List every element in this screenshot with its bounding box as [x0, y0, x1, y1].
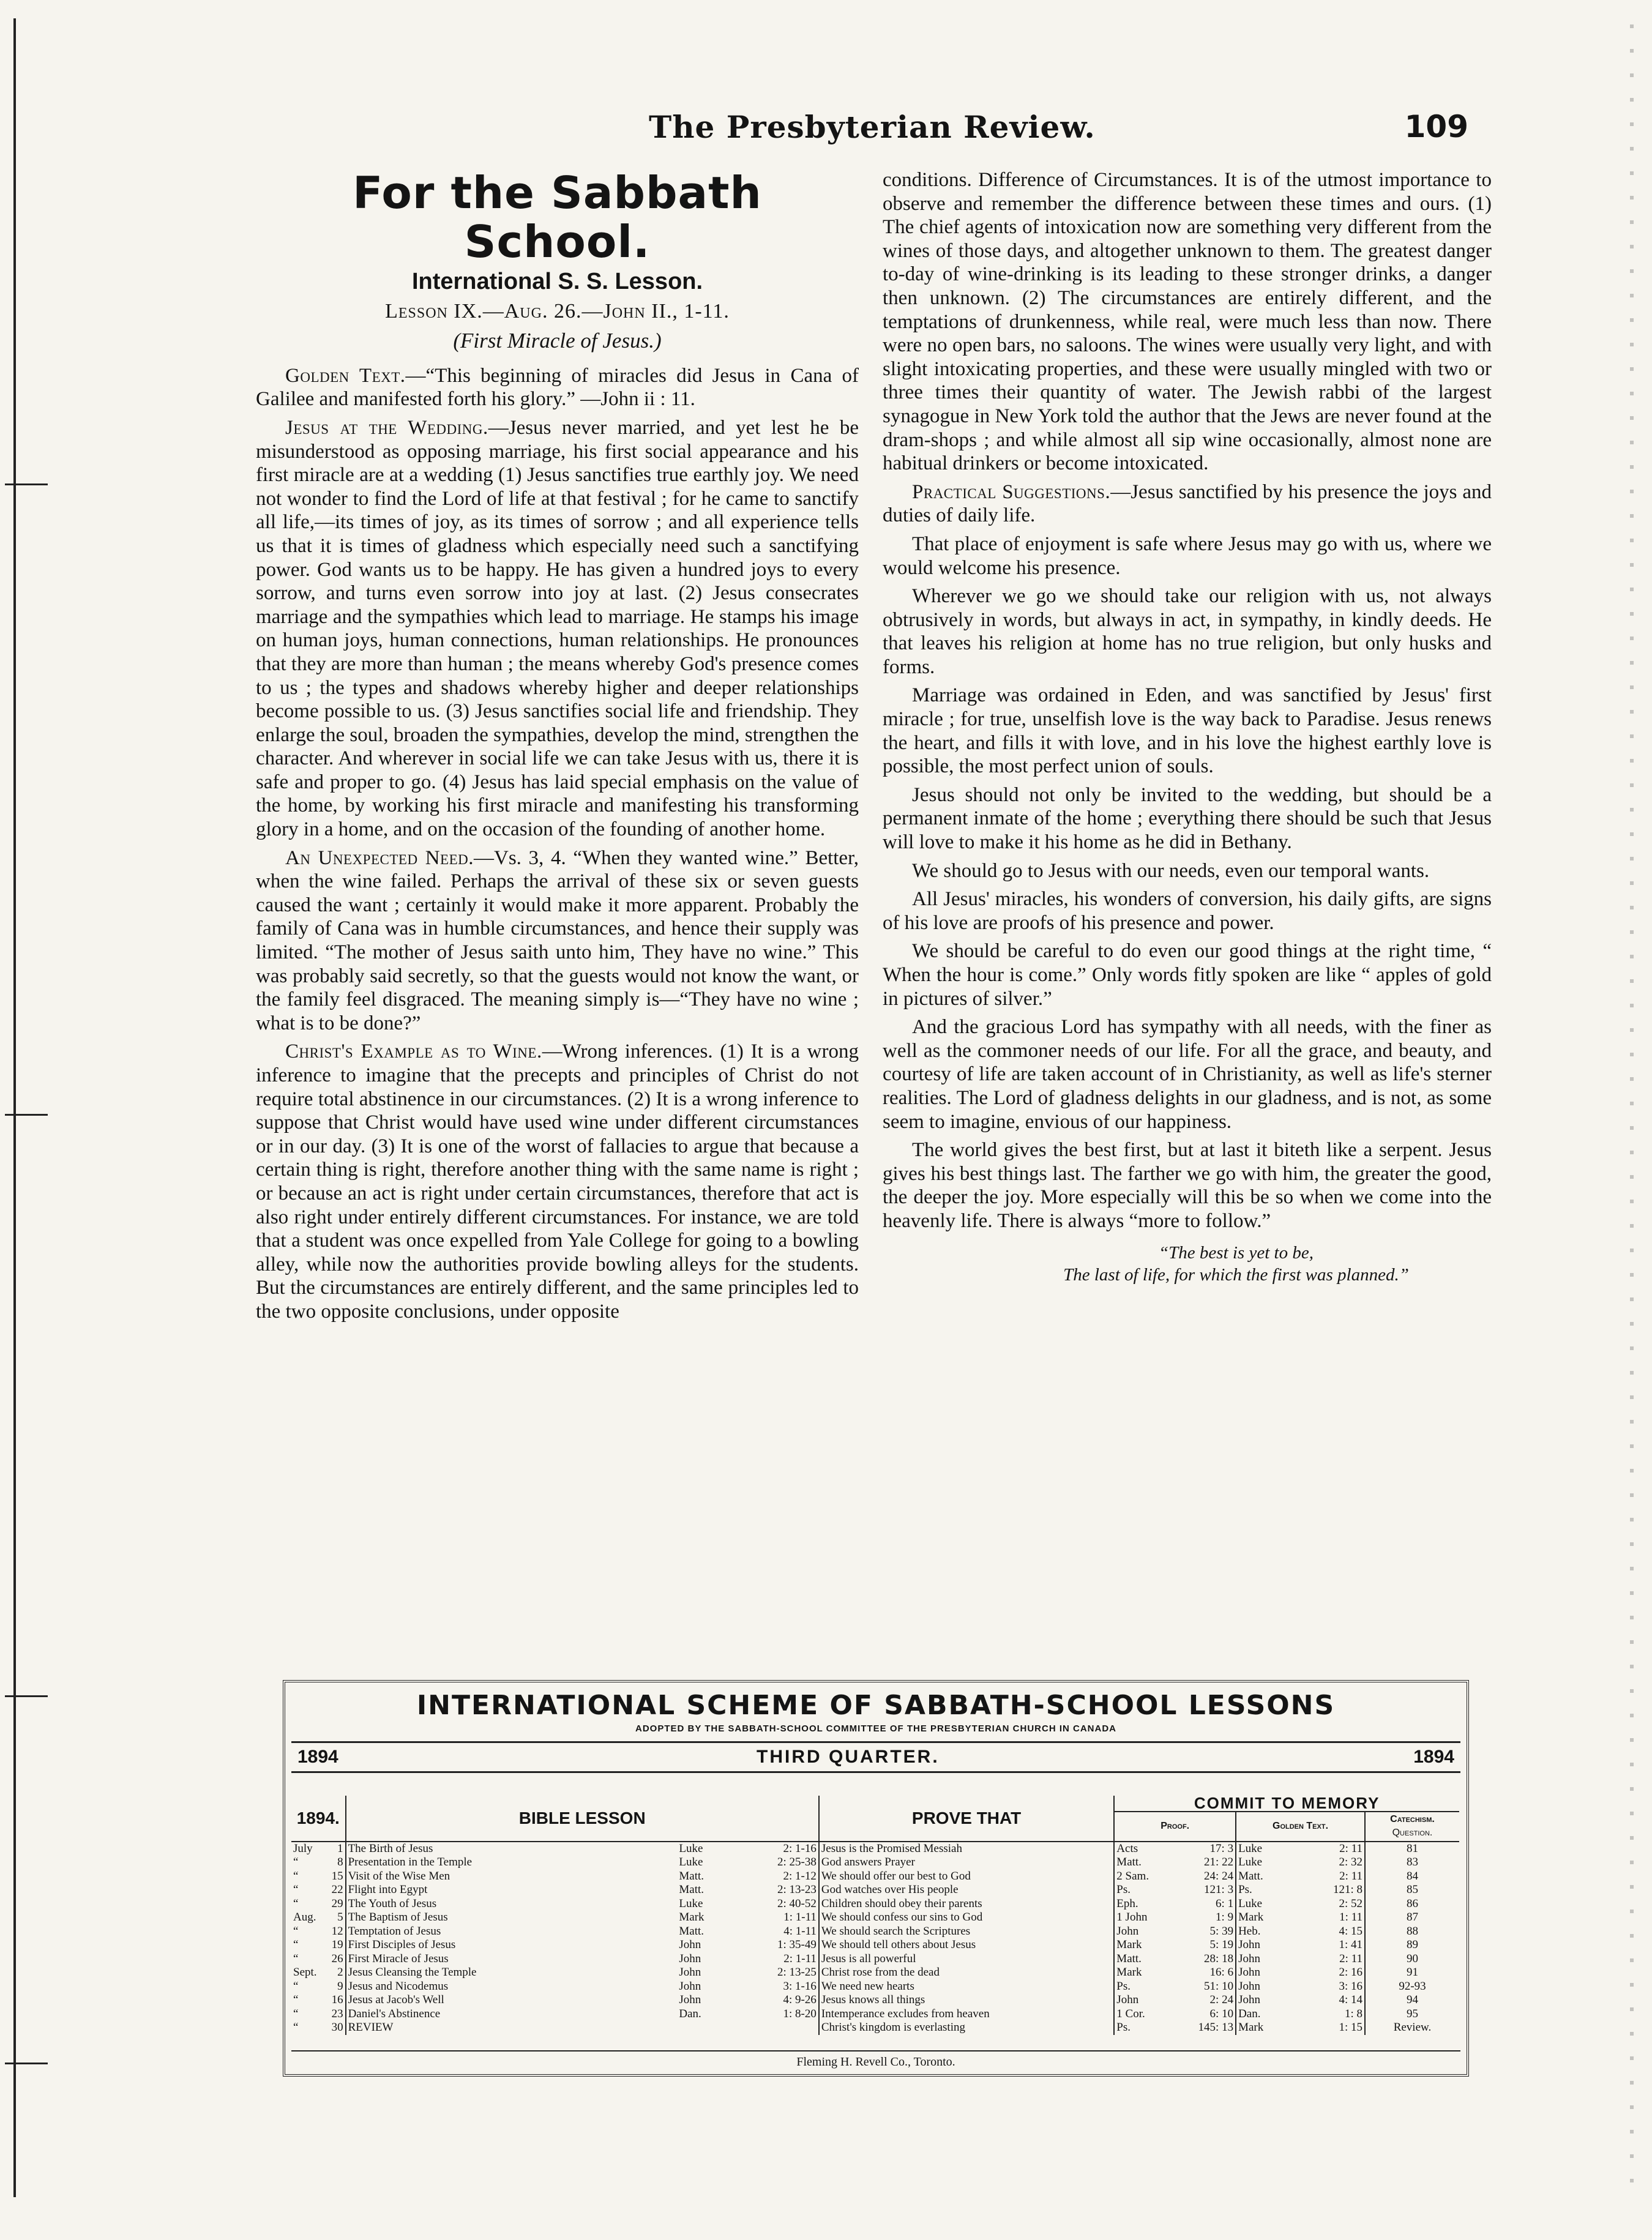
cell-month: “ [293, 1869, 299, 1883]
cell-gref: 2: 11 [1301, 1870, 1365, 1884]
cell-prove: We should confess our sins to God [819, 1911, 1114, 1925]
cell-pref: 1: 9 [1172, 1911, 1236, 1925]
cell-title: Jesus Cleansing the Temple [348, 1966, 477, 1979]
suggestion-paragraph: Wherever we go we should take our religion with us, not always obtrusively in words, but always in act, in sympathy, in kindly deeds. He that leaves his religion at home has no true religion, but only husks and forms. [883, 585, 1492, 678]
cell-day: 22 [325, 1883, 345, 1897]
suggestion-paragraph: All Jesus' miracles, his wonders of conversion, his daily gifts, are signs of his love are proofs of his presence and power. [883, 888, 1492, 934]
table-row [291, 1925, 1459, 1939]
table-row [291, 1966, 1459, 1980]
cell-day: 8 [325, 1856, 345, 1870]
cell-pbook: Eph. [1116, 1897, 1138, 1910]
cell-book: John [679, 1966, 701, 1979]
publisher-footer: Fleming H. Revell Co., Toronto. [291, 2050, 1460, 2069]
cell-cat: 90 [1406, 1952, 1418, 1965]
cell-pref: 21: 22 [1172, 1856, 1236, 1870]
cell-day: 1 [325, 1842, 345, 1856]
cell-gref: 1: 11 [1301, 1911, 1365, 1925]
cell-pref: 5: 19 [1172, 1938, 1236, 1952]
cell-day: 26 [325, 1952, 345, 1966]
cell-day: 15 [325, 1870, 345, 1884]
paragraph-body: —Jesus sanctified by his presence the joys and duties of daily life. [883, 480, 1492, 527]
col-year-header: 1894. [291, 1796, 346, 1842]
cell-pref: 24: 24 [1172, 1870, 1236, 1884]
scan-margin-rule [13, 18, 16, 2197]
continued-paragraph: conditions. Difference of Circumstances. It is of the utmost importance to observe and remember the difference between these times and ours. (1) The chief agents of intoxication now are something very different from the wines of those days, and altogether unknown to them. The greatest danger to-day of wine-drinking is its leading to these stronger drinks, a danger then unknown. (2) The circumstances are entirely different, and the temptations of drunkenness, while real, were much less than now. There were no open bars, no saloons. The wines were usually very light, and with slight intoxicating properties, and these were usually mingled with two or three times their quantity of water. The Jewish rabbi of the largest synagogue in New York told the author that the Jews are never found at the dram-shops ; and while almost all sip wine occasionally, almost none are habitual drinkers or become intoxicated. [883, 169, 1492, 475]
margin-mark [5, 483, 48, 485]
cell-gbook: John [1238, 1938, 1260, 1951]
cell-gbook: Luke [1238, 1856, 1263, 1869]
table-row [291, 1897, 1459, 1911]
paragraph-body: —Vs. 3, 4. “When they wanted wine.” Better, when the wine failed. Perhaps the arrival of these six or seven guests caused the want ; certainly it would make it more apparent. Probably the family of Cana was in humble circumstances, and hence their supply was limited. “The mother of Jesus saith unto him, They have no wine.” This was probably said secretly, so that the guests would not know the want, or the family feel disgraced. The meaning simply is—“They have no wine ; what is to be done?” [256, 846, 859, 1034]
table-row [291, 1993, 1459, 2007]
cell-title: The Youth of Jesus [348, 1897, 437, 1910]
cell-pbook: Matt. [1116, 1856, 1142, 1869]
cell-ref: 3: 1-16 [733, 1980, 818, 1994]
cell-day: 5 [325, 1911, 345, 1925]
cell-month: “ [293, 1938, 299, 1951]
col-commit-header: COMMIT TO MEMORY [1114, 1796, 1459, 1812]
wedding-paragraph [256, 416, 859, 842]
table-row [291, 1842, 1459, 1856]
cell-gbook: Ps. [1238, 1883, 1252, 1896]
cell-ref [733, 2021, 818, 2035]
cell-cat: 87 [1406, 1911, 1418, 1924]
year-right: 1894 [1413, 1747, 1454, 1767]
col-bible-header: BIBLE LESSON [346, 1796, 819, 1842]
cell-ref: 1: 35-49 [733, 1938, 818, 1952]
cell-gbook: Matt. [1238, 1869, 1263, 1883]
cell-month: Sept. [293, 1966, 317, 1979]
cell-gbook: John [1238, 1993, 1260, 2006]
cell-book: John [679, 1938, 701, 1951]
cell-book: John [679, 1993, 701, 2006]
need-paragraph [256, 846, 859, 1036]
cell-book: John [679, 1979, 701, 1993]
quote-line: “The best is yet to be, [1159, 1242, 1314, 1263]
catechism-label: Catechism. [1390, 1813, 1435, 1824]
quote-line: The last of life, for which the first was planned.” [1063, 1264, 1409, 1285]
cell-pbook: Mark [1116, 1938, 1142, 1951]
table-row [291, 1856, 1459, 1870]
cell-gref: 1: 8 [1301, 2007, 1365, 2022]
margin-mark [5, 1695, 48, 1697]
cell-cat: 89 [1406, 1938, 1418, 1951]
cell-prove: Christ rose from the dead [819, 1966, 1114, 1980]
cell-pbook: Matt. [1116, 1952, 1142, 1965]
cell-book: Dan. [679, 2007, 701, 2020]
col-catechism-header [1365, 1812, 1459, 1842]
paragraph-body: —Jesus never married, and yet lest he be misunderstood as opposing marriage, his first social appearance and his first miracle are at a wedding (1) Jesus sanctifies true earthly joy. We need not wonder to find the Lord of life at that festival ; for he came to sanctify all life,—its times of joy, as its times of sorrow ; and all experience tells us that it is times of gladness which especially need such a sanctifying power. God wants us to be happy. He has given a hundred joys to every sorrow, and turns even sorrow into joy at last. (2) Jesus consecrates marriage and the sympathies which lead to marriage. He stamps his image on human joys, human connections, human relationships. He pronounces that they are more than human ; the means whereby God's presence comes to us ; the types and shadows whereby higher and deeper relationships become possible to us. (3) Jesus sanctifies social life and friendship. They enlarge the soul, broaden the sympathies, develop the mind, strengthen the character. And wherever in social life we can take Jesus with us, there it is safe and proper to go. (4) Jesus has laid special emphasis on the value of the home, by working his first miracle and manifesting his transforming glory in a home, and on the occasion of the founding of another home. [256, 416, 859, 841]
lessons-table [291, 1796, 1459, 2035]
paragraph-heading: An Unexpected Need. [285, 846, 474, 869]
cell-book: Luke [679, 1897, 703, 1910]
cell-title: Jesus and Nicodemus [348, 1979, 449, 1993]
cell-prove: We should search the Scriptures [819, 1925, 1114, 1939]
cell-month: “ [293, 1979, 299, 1993]
paragraph-heading: Golden Text. [285, 364, 406, 387]
cell-title: Jesus at Jacob's Well [348, 1993, 444, 2006]
cell-title: Flight into Egypt [348, 1883, 428, 1896]
cell-prove: We should tell others about Jesus [819, 1938, 1114, 1952]
cell-book: John [679, 1952, 701, 1965]
cell-title: Presentation in the Temple [348, 1856, 473, 1869]
table-row [291, 2007, 1459, 2022]
cell-day: 19 [325, 1938, 345, 1952]
cell-gbook: Dan. [1238, 2007, 1261, 2020]
cell-cat: 86 [1406, 1897, 1418, 1910]
cell-gref: 121: 8 [1301, 1883, 1365, 1897]
cell-cat: 81 [1406, 1842, 1418, 1855]
cell-ref: 2: 1-16 [733, 1842, 818, 1856]
scheme-title: INTERNATIONAL SCHEME OF SABBATH-SCHOOL LESSONS [416, 1690, 1336, 1721]
example-paragraph [256, 1040, 859, 1323]
cell-prove: God watches over His people [819, 1883, 1114, 1897]
paragraph-body: —Wrong inferences. (1) It is a wrong inference to imagine that the precepts and principles of Christ do not require total abstinence in our circumstances. (2) It is a wrong inference to suppose that Christ would have used wine under different circumstances or in our day. (3) It is one of the worst of fallacies to argue that because a certain thing is right, therefore another thing with the same name is right ; or because an act is right under certain circumstances, therefore that act is also right under entirely different circumstances. For instance, we are told that a student was once expelled from Yale College for going to a bowling alley, while now the authorities provide bowling alleys for the students. But the circumstances are entirely different, and the same principles led to the two opposite conclusions, under opposite [256, 1040, 859, 1323]
cell-pbook: Ps. [1116, 1883, 1131, 1896]
cell-pbook: Ps. [1116, 1979, 1131, 1993]
running-header [257, 109, 1468, 152]
suggestion-paragraph: That place of enjoyment is safe where Jesus may go with us, where we would welcome his presence. [883, 532, 1492, 579]
cell-day: 29 [325, 1897, 345, 1911]
suggestion-paragraph: Jesus should not only be invited to the wedding, but should be a permanent inmate of the home ; everything there should be such that Jesus will love to make it his home as he did in Bethany. [883, 783, 1492, 854]
cell-prove: We should offer our best to God [819, 1870, 1114, 1884]
cell-pbook: John [1116, 1924, 1139, 1938]
cell-gbook: Mark [1238, 1911, 1264, 1924]
cell-ref: 4: 9-26 [733, 1993, 818, 2007]
paragraph-heading: Practical Suggestions. [912, 480, 1111, 503]
journal-title: The Presbyterian Review. [649, 109, 1096, 145]
lesson-line: Lesson IX.—Aug. 26.—John II., 1-11. [385, 299, 730, 323]
table-row [291, 1911, 1459, 1925]
cell-pref: 145: 13 [1172, 2021, 1236, 2035]
cell-cat: 85 [1406, 1883, 1418, 1896]
cell-pref: 6: 1 [1172, 1897, 1236, 1911]
cell-title: REVIEW [348, 2021, 394, 2034]
page-number: 109 [1404, 109, 1468, 144]
quarter-label: THIRD QUARTER. [757, 1747, 940, 1767]
cell-cat: 83 [1406, 1856, 1418, 1869]
cell-day: 12 [325, 1925, 345, 1939]
cell-month: “ [293, 1924, 299, 1938]
cell-gbook: John [1238, 1979, 1260, 1993]
cell-pref: 5: 39 [1172, 1925, 1236, 1939]
cell-cat: 92-93 [1399, 1979, 1426, 1993]
question-label: Question. [1392, 1827, 1433, 1838]
cell-prove: Jesus is the Promised Messiah [819, 1842, 1114, 1856]
cell-book: Matt. [679, 1924, 705, 1938]
cell-gref: 4: 15 [1301, 1925, 1365, 1939]
cell-month: “ [293, 2021, 299, 2034]
cell-gbook: Luke [1238, 1842, 1263, 1855]
table-row [291, 1952, 1459, 1966]
cell-pref: 2: 24 [1172, 1993, 1236, 2007]
cell-title: First Disciples of Jesus [348, 1938, 456, 1951]
cell-book: Matt. [679, 1883, 705, 1896]
cell-day: 30 [325, 2021, 345, 2035]
golden-text-paragraph [256, 364, 859, 411]
section-title: For the Sabbath School. [353, 167, 762, 267]
lesson-subtitle: (First Miracle of Jesus.) [453, 329, 662, 353]
table-row [291, 1938, 1459, 1952]
cell-ref: 2: 13-23 [733, 1883, 818, 1897]
cell-month: “ [293, 2007, 299, 2020]
closing-quote [883, 1242, 1492, 1286]
col-golden-header: Golden Text. [1236, 1812, 1365, 1842]
cell-pref: 121: 3 [1172, 1883, 1236, 1897]
cell-book: Mark [679, 1911, 705, 1924]
section-subtitle: International S. S. Lesson. [411, 269, 703, 294]
margin-mark [5, 2063, 48, 2064]
cell-pref: 51: 10 [1172, 1980, 1236, 1994]
cell-prove: We need new hearts [819, 1980, 1114, 1994]
cell-gref: 1: 15 [1301, 2021, 1365, 2035]
cell-month: July [293, 1842, 313, 1855]
cell-gref: 3: 16 [1301, 1980, 1365, 1994]
cell-ref: 1: 1-11 [733, 1911, 818, 1925]
suggestion-paragraph: Marriage was ordained in Eden, and was sanctified by Jesus' first miracle ; for true, unselfish love is the way back to Paradise. Jesus renews the heart, and fills it with love, and in his love the highest earthly love is possible, the most perfect union of souls. [883, 684, 1492, 778]
cell-title: The Baptism of Jesus [348, 1911, 448, 1924]
cell-gref: 1: 41 [1301, 1938, 1365, 1952]
cell-cat: 95 [1406, 2007, 1418, 2020]
suggestion-paragraph: And the gracious Lord has sympathy with all needs, with the finer as well as the commoner needs of our life. For all the grace, and beauty, and courtesy of life are taken account of in Christianity, as well as life's sterner realities. The Lord of gladness delights in our gladness, and is not, as some seem to imagine, envious of our happiness. [883, 1016, 1492, 1133]
table-row [291, 1883, 1459, 1897]
cell-ref: 2: 40-52 [733, 1897, 818, 1911]
cell-title: Visit of the Wise Men [348, 1869, 450, 1883]
cell-prove: Intemperance excludes from heaven [819, 2007, 1114, 2022]
cell-pbook: 1 Cor. [1116, 2007, 1145, 2020]
margin-mark [5, 1114, 48, 1116]
cell-pref: 16: 6 [1172, 1966, 1236, 1980]
cell-pbook: John [1116, 1993, 1139, 2006]
scheme-adopted-note: ADOPTED BY THE SABBATH-SCHOOL COMMITTEE OF THE PRESBYTERIAN CHURCH IN CANADA [635, 1723, 1117, 1734]
cell-book: Luke [679, 1856, 703, 1869]
cell-gref: 2: 16 [1301, 1966, 1365, 1980]
cell-prove: God answers Prayer [819, 1856, 1114, 1870]
paragraph-heading: Jesus at the Wedding. [285, 416, 488, 439]
col-prove-header: PROVE THAT [819, 1796, 1114, 1842]
practical-paragraph [883, 480, 1492, 528]
cell-pbook: 2 Sam. [1116, 1869, 1149, 1883]
cell-prove: Children should obey their parents [819, 1897, 1114, 1911]
paragraph-heading: Christ's Example as to Wine. [285, 1040, 542, 1063]
cell-prove: Jesus knows all things [819, 1993, 1114, 2007]
cell-title: The Birth of Jesus [348, 1842, 433, 1855]
cell-pbook: Acts [1116, 1842, 1138, 1855]
cell-pref: 17: 3 [1172, 1842, 1236, 1856]
cell-book: Matt. [679, 1869, 705, 1883]
cell-gbook: John [1238, 1952, 1260, 1965]
cell-day: 16 [325, 1993, 345, 2007]
cell-pbook: 1 John [1116, 1911, 1148, 1924]
cell-month: “ [293, 1856, 299, 1869]
cell-title: First Miracle of Jesus [348, 1952, 449, 1965]
suggestion-paragraph: We should be careful to do even our good things at the right time, “ When the hour is come.” Only words fitly spoken are like “ apples of gold in pictures of silver.” [883, 940, 1492, 1010]
cell-pref: 28: 18 [1172, 1952, 1236, 1966]
right-edge-artifacts [1630, 24, 1634, 2203]
col-proof-header: Proof. [1114, 1812, 1236, 1842]
cell-title: Temptation of Jesus [348, 1924, 441, 1938]
cell-cat: Review. [1393, 2021, 1432, 2034]
table-row [291, 2021, 1459, 2035]
paragraph-body: —“This beginning of miracles did Jesus in Cana of Galilee and manifested forth his glory.” —John ii : 11. [256, 364, 859, 411]
right-column [883, 168, 1492, 1286]
cell-prove: Christ's kingdom is everlasting [819, 2021, 1114, 2035]
cell-month: “ [293, 1952, 299, 1965]
cell-book: Luke [679, 1842, 703, 1855]
cell-gref: 2: 11 [1301, 1842, 1365, 1856]
cell-cat: 88 [1406, 1924, 1418, 1938]
table-row [291, 1980, 1459, 1994]
year-left: 1894 [297, 1747, 338, 1767]
cell-book [677, 2021, 733, 2035]
suggestion-paragraph: We should go to Jesus with our needs, even our temporal wants. [912, 859, 1430, 882]
cell-day: 23 [325, 2007, 345, 2022]
cell-gbook: Heb. [1238, 1924, 1261, 1938]
cell-day: 9 [325, 1980, 345, 1994]
cell-day: 2 [325, 1966, 345, 1980]
cell-gbook: John [1238, 1966, 1260, 1979]
cell-pbook: Mark [1116, 1966, 1142, 1979]
cell-ref: 2: 1-11 [733, 1952, 818, 1966]
cell-gref: 2: 32 [1301, 1856, 1365, 1870]
cell-gref: 2: 52 [1301, 1897, 1365, 1911]
cell-ref: 2: 13-25 [733, 1966, 818, 1980]
suggestion-paragraph: The world gives the best first, but at last it biteth like a serpent. Jesus gives his best things last. The farther we go with him, the greater the good, the deeper the joy. More especially will this be so when we come into the heavenly life. There is always “more to follow.” [883, 1139, 1492, 1232]
lessons-table-body [291, 1842, 1459, 2035]
cell-gbook: Luke [1238, 1897, 1263, 1910]
lesson-scheme-box [283, 1680, 1469, 2077]
cell-title: Daniel's Abstinence [348, 2007, 441, 2020]
cell-cat: 94 [1406, 1993, 1418, 2006]
cell-ref: 2: 25-38 [733, 1856, 818, 1870]
cell-gref: 2: 11 [1301, 1952, 1365, 1966]
cell-ref: 4: 1-11 [733, 1925, 818, 1939]
cell-pbook: Ps. [1116, 2021, 1131, 2034]
cell-pref: 6: 10 [1172, 2007, 1236, 2022]
cell-gbook: Mark [1238, 2021, 1264, 2034]
cell-cat: 84 [1406, 1869, 1418, 1883]
cell-month: “ [293, 1897, 299, 1910]
cell-ref: 2: 1-12 [733, 1870, 818, 1884]
left-column [256, 168, 859, 1329]
cell-prove: Jesus is all powerful [819, 1952, 1114, 1966]
cell-gref: 4: 14 [1301, 1993, 1365, 2007]
cell-ref: 1: 8-20 [733, 2007, 818, 2022]
cell-month: “ [293, 1993, 299, 2006]
cell-month: “ [293, 1883, 299, 1896]
cell-month: Aug. [293, 1911, 316, 1924]
table-row [291, 1870, 1459, 1884]
quarter-row [291, 1741, 1460, 1773]
cell-cat: 91 [1406, 1966, 1418, 1979]
